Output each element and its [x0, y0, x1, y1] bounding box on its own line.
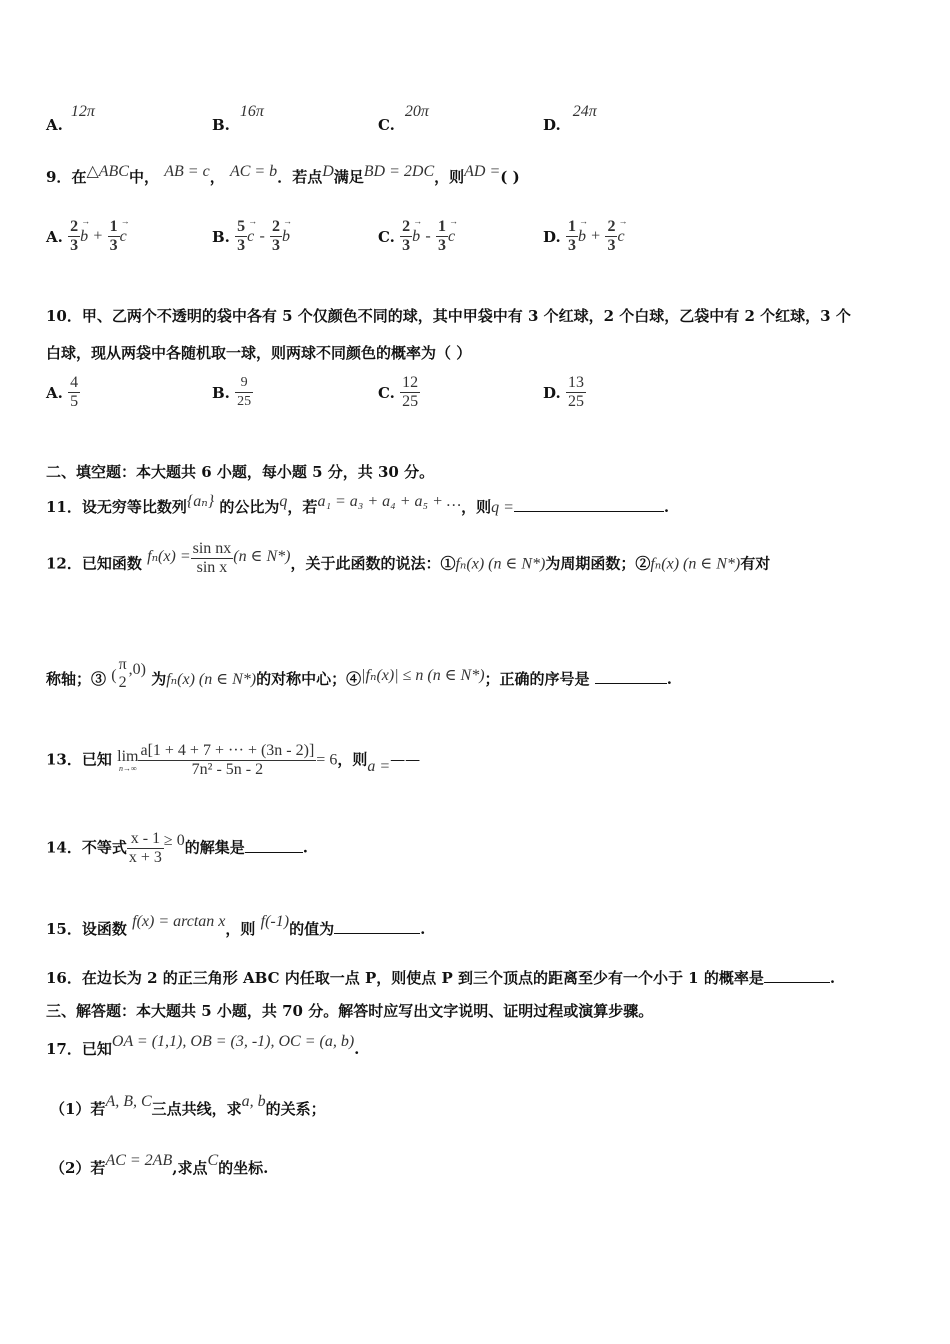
question-17-part-1: （1）若A, B, C三点共线，求a, b的关系；: [50, 1093, 326, 1118]
q8-option-c: C.20π: [378, 103, 429, 134]
question-17-part-2: （2）若AC = 2AB,求点C的坐标.: [50, 1152, 269, 1177]
question-14: 14．不等式 $\frac{x - 1}{x + 3}$ ≥ 0的解集是 .: [46, 830, 308, 866]
q11-answer-blank[interactable]: [514, 511, 664, 512]
question-16: 16．在边长为 2 的正三角形 ABC 内任取一点 P，则使点 P 到三个顶点的距离至少有一个小于 1 的概率是 .: [46, 969, 836, 987]
question-9: 9．在△ABC中， AB = c， AC = b．若点D满足BD = 2DC，则AD =( ): [46, 163, 520, 186]
q14-answer-blank[interactable]: [245, 852, 303, 853]
question-13: 13．已知 lim n→∞ $\frac{a[1 + 4 + 7 + \cdot\cdot\cdot + (3n - 2)]}{\text{7n² - 5n - 2}}$ = 6，则a =——: [46, 742, 421, 778]
q8-option-b: B.16π: [212, 103, 264, 134]
q8-option-c-value: 20π: [404, 103, 429, 120]
q9-option-c: C. $\frac{2}{3}$ → b - $\frac{1}{3}$ → c: [378, 218, 455, 255]
section-3-heading: 三、解答题：本大题共 5 小题，共 70 分。解答时应写出文字说明、证明过程或演算步骤。: [46, 1002, 654, 1020]
question-10-line-2: 白球，现从两袋中各随机取一球，则两球不同颜色的概率为（ ）: [46, 344, 472, 362]
q9-option-b: B. $\frac{5}{3}$ → c - $\frac{2}{3}$ → b: [212, 218, 290, 255]
q9-option-d: D. $\frac{1}{3}$ → b + $\frac{2}{3}$ → c: [543, 218, 625, 255]
question-12-line-1: 12．已知函数 fₙ(x) = $\frac{\text{sin nx}}{\text{sin x}}$ (n ∈ N*)，关于此函数的说法：①fₙ(x) (n ∈ N*)为周期函数；②fₙ(x) (n ∈ N*)有对: [46, 540, 771, 576]
question-15: 15．设函数 f(x) = arctan x，则 f(-1)的值为 .: [46, 913, 426, 938]
section-2-heading: 二、填空题：本大题共 6 小题，每小题 5 分，共 30 分。: [46, 463, 435, 481]
q10-option-d: D. $\frac{13}{25}$: [543, 374, 584, 410]
q15-answer-blank[interactable]: [334, 933, 420, 934]
q8-option-b-value: 16π: [239, 103, 264, 120]
q13-answer-blank[interactable]: ——: [390, 750, 421, 769]
q10-option-b: B. $\frac{9}{25}$: [212, 375, 252, 409]
question-10-line-1: 10．甲、乙两个不透明的袋中各有 5 个仅颜色不同的球，其中甲袋中有 3 个红球，2 个白球，乙袋中有 2 个红球，3 个: [46, 307, 851, 325]
question-12-line-2: 称轴；③ ( π 2 ,0) 为fₙ(x) (n ∈ N*)的对称中心；④|fₙ(x)| ≤ n (n ∈ N*)；正确的序号是 .: [46, 656, 673, 691]
q8-option-d-value: 24π: [572, 103, 597, 120]
question-11: 11．设无穷等比数列{aₙ} 的公比为q，若a₁ = a₃ + a₄ + a₅ + …，则q = .: [46, 493, 670, 516]
question-17: 17．已知OA = (1,1), OB = (3, -1), OC = (a, b).: [46, 1033, 360, 1058]
q8-option-a-value: 12π: [70, 103, 95, 120]
q10-option-a: A. $\frac{4}{5}$: [46, 374, 79, 410]
q16-answer-blank[interactable]: [764, 982, 830, 983]
q12-answer-blank[interactable]: [595, 683, 667, 684]
limit-operator: lim n→∞: [117, 747, 139, 773]
q8-option-a: A.12π: [46, 103, 95, 134]
q10-option-c: C. $\frac{12}{25}$: [378, 374, 419, 410]
q9-option-a: A. $\frac{2}{3}$ → b + $\frac{1}{3}$ → c: [46, 218, 127, 255]
q8-option-d: D.24π: [543, 103, 597, 134]
